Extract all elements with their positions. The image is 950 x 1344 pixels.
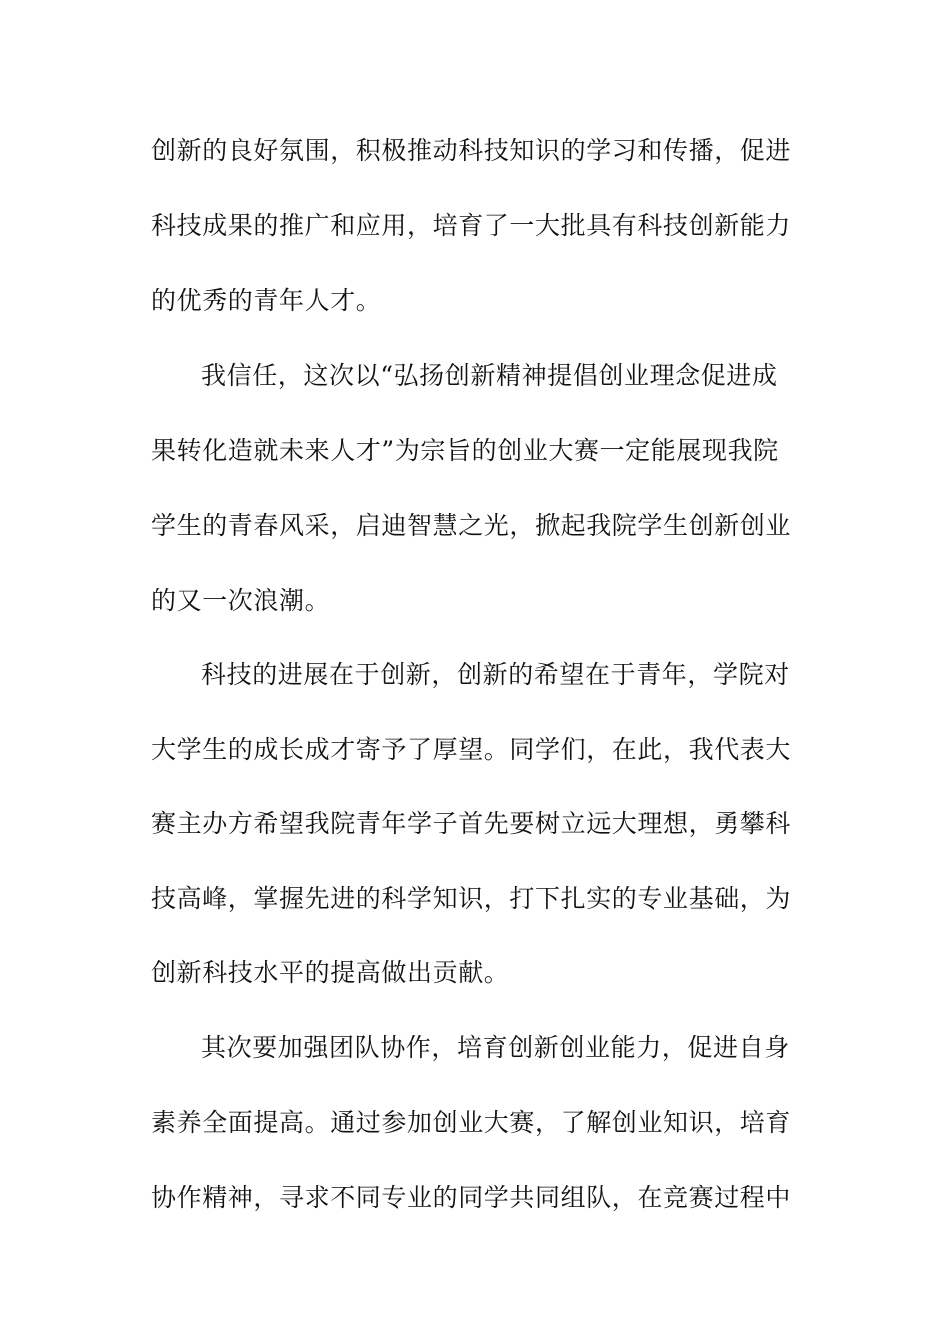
text-line: 科技的进展在于创新，创新的希望在于青年，学院对 — [201, 660, 790, 689]
text-line: 大学生的成长成才寄予了厚望。同学们，在此，我代表大 — [151, 735, 792, 764]
text-line: 素养全面提高。通过参加创业大赛，了解创业知识，培育 — [151, 1108, 792, 1137]
text-line: 果转化造就未来人才”为宗旨的创业大赛一定能展现我院 — [151, 436, 779, 465]
text-line: 的优秀的青年人才。 — [151, 286, 382, 315]
text-line: 其次要加强团队协作，培育创新创业能力，促进自身 — [201, 1033, 790, 1062]
text-line: 赛主办方希望我院青年学子首先要树立远大理想，勇攀科 — [151, 809, 792, 838]
text-line: 创新的良好氛围，积极推动科技知识的学习和传播，促进 — [151, 136, 792, 165]
text-line: 创新科技水平的提高做出贡献。 — [151, 958, 510, 987]
text-line: 技高峰，掌握先进的科学知识，打下扎实的专业基础，为 — [151, 884, 792, 913]
text-line: 科技成果的推广和应用，培育了一大批具有科技创新能力 — [151, 211, 792, 240]
text-line: 学生的青春风采，启迪智慧之光，掀起我院学生创新创业 — [151, 511, 792, 540]
text-line: 的又一次浪潮。 — [151, 586, 331, 615]
text-line: 协作精神，寻求不同专业的同学共同组队，在竞赛过程中 — [151, 1183, 792, 1212]
text-line: 我信任，这次以“弘扬创新精神提倡创业理念促进成 — [201, 361, 778, 390]
